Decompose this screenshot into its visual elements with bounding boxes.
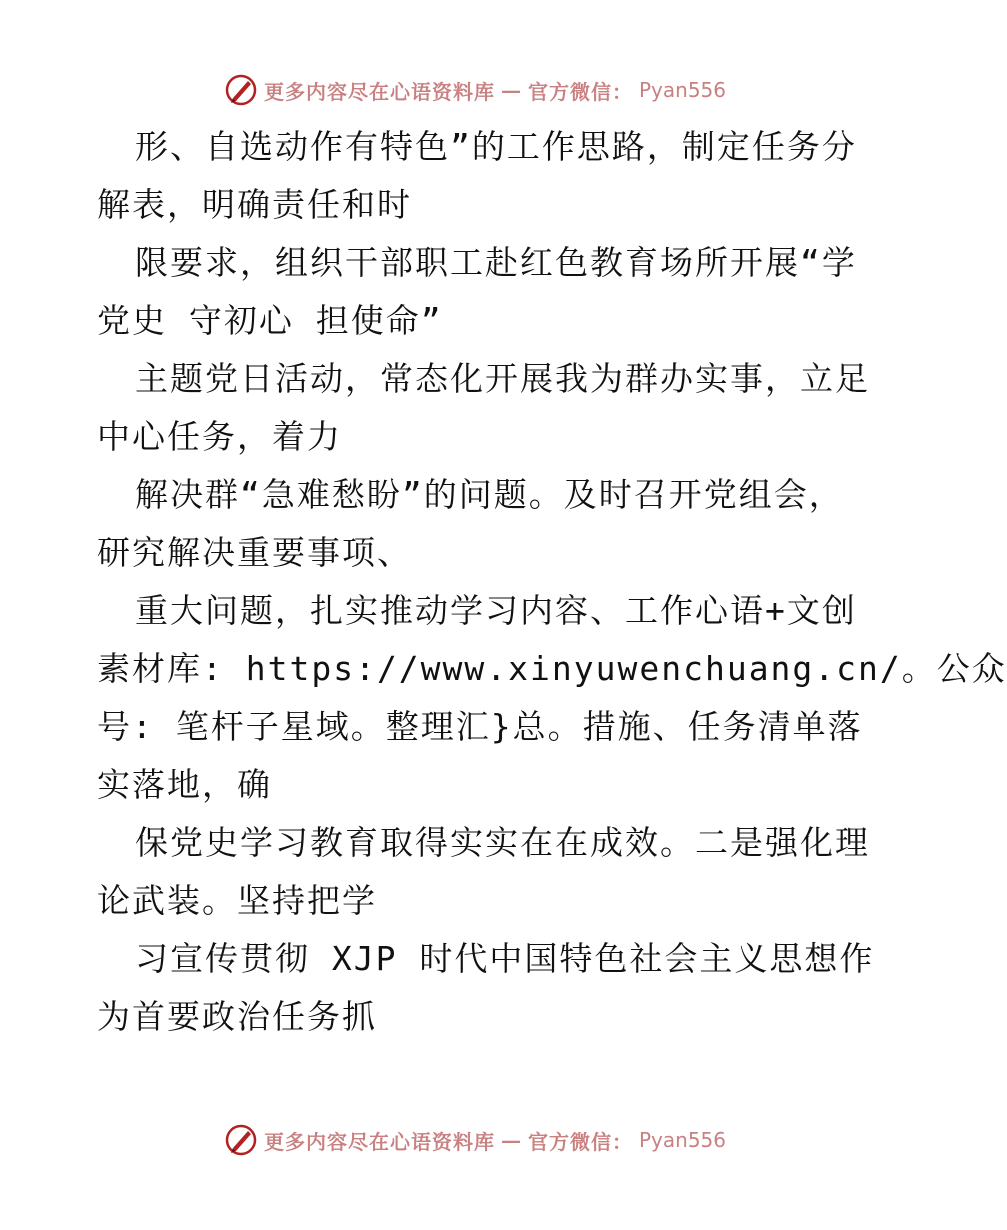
text-line: 研究解决重要事项、 (97, 533, 412, 572)
banner-title: 更多内容尽在心语资料库 (263, 79, 495, 104)
text-line: 保党史学习教育取得实实在在成效。二是强化理 (135, 823, 870, 862)
text-line: 实落地，确 (97, 765, 272, 804)
text-line: 中心任务，着力 (97, 417, 342, 456)
banner-wechat-id: Pyan556 (638, 78, 726, 102)
header-banner (0, 70, 950, 110)
banner-wechat-id: Pyan556 (638, 1128, 726, 1152)
banner-wechat-label: 官方微信： (527, 1129, 633, 1154)
text-line: 解表，明确责任和时 (97, 185, 412, 224)
text-line: 为首要政治任务抓 (97, 997, 377, 1036)
banner-dash: — (500, 78, 522, 102)
document-body (97, 118, 1007, 1046)
text-line: 论武装。坚持把学 (97, 881, 377, 920)
text-line: 解决群“急难愁盼”的问题。及时召开党组会， (135, 475, 844, 514)
pen-logo-icon (224, 1123, 258, 1157)
text-line: 党史 守初心 担使命” (97, 301, 443, 340)
text-line: 形、自选动作有特色”的工作思路，制定任务分 (135, 127, 857, 166)
text-line: 素材库: https://www.xinyuwenchuang.cn/。公众 (97, 649, 1007, 688)
text-line: 习宣传贯彻 XJP 时代中国特色社会主义思想作 (135, 939, 875, 978)
pen-logo-icon (224, 73, 258, 107)
text-line: 主题党日活动，常态化开展我为群办实事，立足 (135, 359, 870, 398)
text-line: 限要求，组织干部职工赴红色教育场所开展“学 (135, 243, 857, 282)
text-line: 号: 笔杆子星域。整理汇}总。措施、任务清单落 (97, 707, 863, 746)
text-line: 重大问题，扎实推动学习内容、工作心语+文创 (135, 591, 857, 630)
footer-banner (0, 1120, 950, 1160)
banner-wechat-label: 官方微信： (527, 79, 633, 104)
banner-dash: — (500, 1128, 522, 1152)
banner-title: 更多内容尽在心语资料库 (263, 1129, 495, 1154)
